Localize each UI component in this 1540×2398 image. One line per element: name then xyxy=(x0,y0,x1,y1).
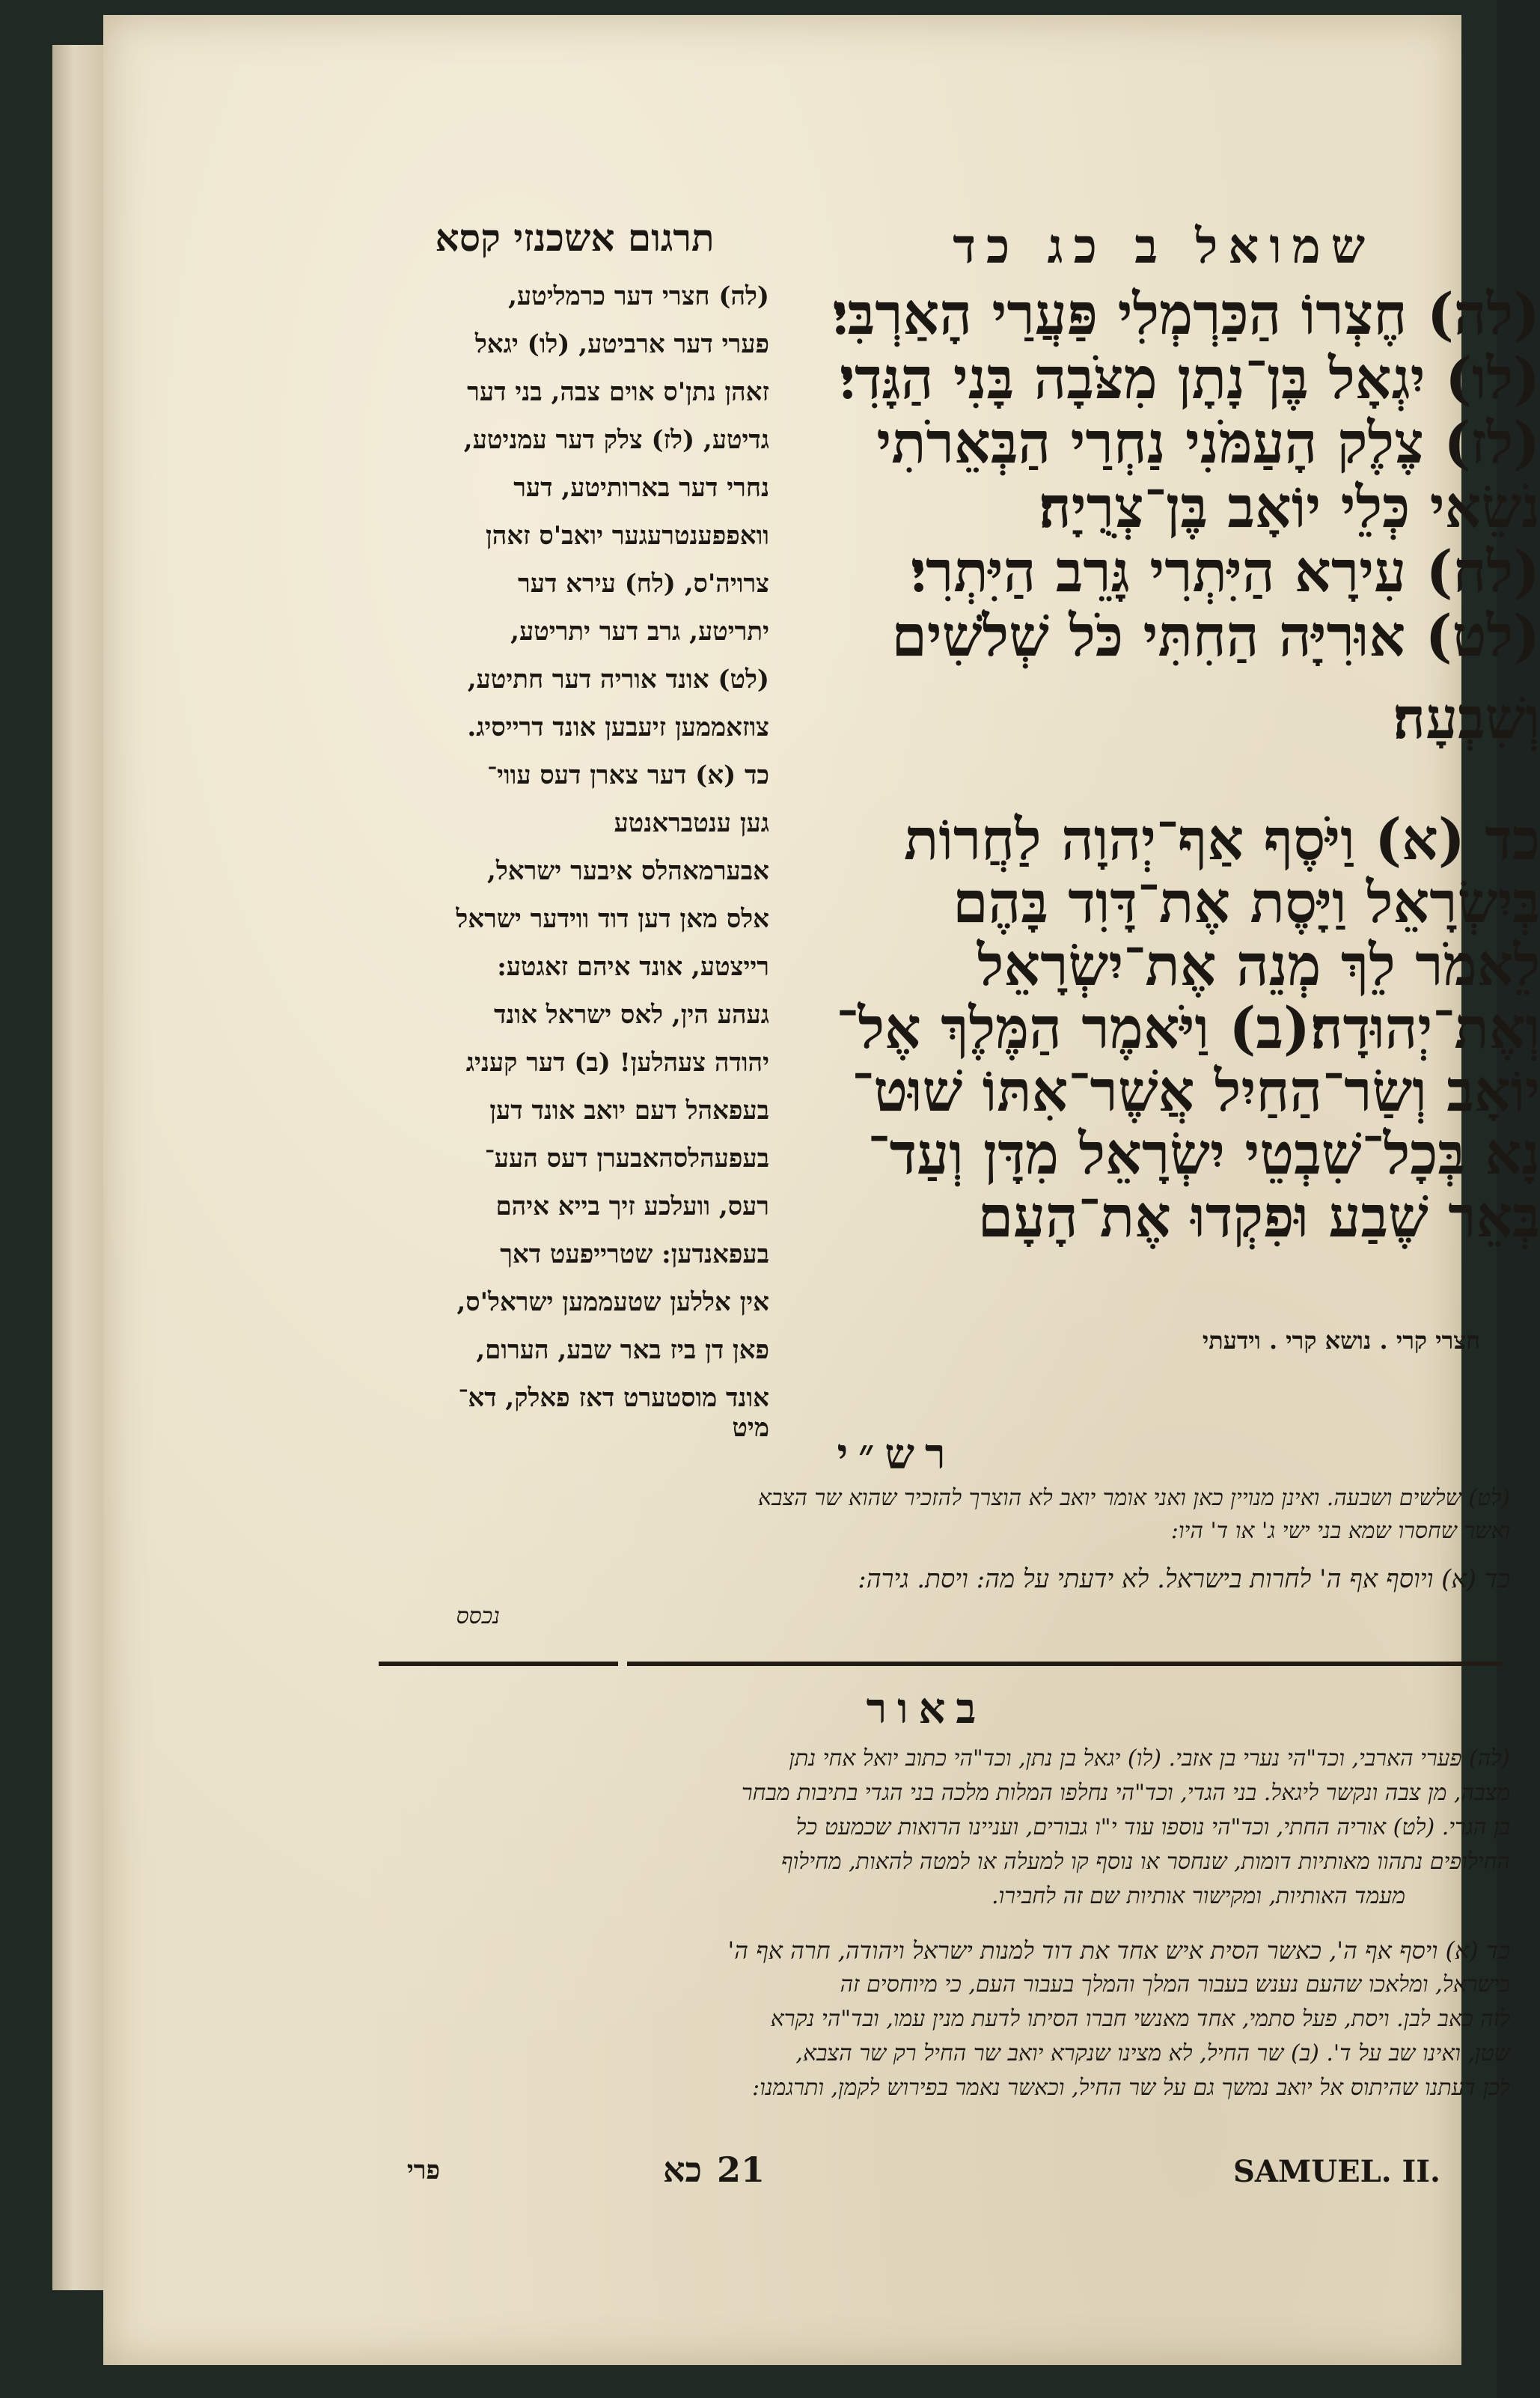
targum-line: אונד מוסטערט דאז פאלק, דא־ xyxy=(458,1383,769,1413)
biur-line: (לה) פערי הארבי, וכד"הי נערי בן אזבי. (לו) יגאל בן נתן, וכד"הי כתוב יואל אחי נתן xyxy=(789,1745,1510,1772)
bible-line: (לו) יִגְאָל בֶּן־נָתָן מִצֹּבָה בָּנִי הַגָּדִי׃ xyxy=(840,345,1540,412)
targum-line: געהע הין, לאס ישראל אונד xyxy=(493,1000,769,1030)
targum-line: נחרי דער בארותיטע, דער xyxy=(513,473,769,503)
hebrew-page-number: כא xyxy=(662,2150,702,2190)
page-edge xyxy=(52,45,108,2290)
targum-line: מיט xyxy=(732,1413,769,1443)
targum-line: בעפאנדען: שטרייפעט דאך xyxy=(500,1239,769,1269)
running-foot-title: SAMUEL. II. xyxy=(1233,2154,1440,2189)
catchword: פרי xyxy=(406,2156,440,2185)
biur-line: בישראל, ומלאכו שהעם נענש בעבור המלך והמלך בעבור העם, כי מיוחסים זה xyxy=(840,1971,1510,1998)
targum-line: צרויה'ס, (לח) עירא דער xyxy=(518,569,769,599)
bible-line: כד (א) וַיֹּסֶף אַף־יְהוָה לַחֲרוֹת xyxy=(904,806,1540,873)
biur-line: מצבה, מן צבה ונקשר ליגאל. בני הגדי, וכד"הי נחלפו המלות מלכה בני הגדי בתיבות מבחר xyxy=(741,1780,1510,1806)
targum-line: רייצטע, אונד איהם זאגטע: xyxy=(497,952,769,982)
targum-line: (לט) אונד אוריה דער חתיטע, xyxy=(467,665,769,695)
rashi-header: רש״י xyxy=(837,1430,956,1479)
bible-line: נֹשֵׂאי כְּלֵי יוֹאָב בֶּן־צְרֻיָה׃ xyxy=(1039,474,1540,540)
biur-line: לזה כאב לבן. ויסת, פעל סתמי, אחד מאנשי חברו הסיתו לדעת מנין עמו, ובד"הי נקרא xyxy=(770,2006,1510,2032)
biur-line: לכן דעתנו שהיתוס אל יואב נמשך גם על שר החיל, וכאשר נאמר בפירוש לקמן, ותרגמנו: xyxy=(752,2075,1510,2101)
targum-line: כד (א) דער צארן דעס עווי־ xyxy=(487,760,769,790)
targum-line: זאהן נתן'ס אוים צבה, בני דער xyxy=(467,377,769,407)
targum-line: צוזאממען זיעבען אונד דרייסיג. xyxy=(467,713,769,742)
bible-line: לֵאמֹר לֵךְ מְנֵה אֶת־יִשְׂרָאֵל xyxy=(977,932,1540,998)
section-divider xyxy=(379,1662,618,1666)
targum-line: רעס, וועלכע זיך בייא איהם xyxy=(495,1192,769,1221)
targum-line: גען ענטבראנטע xyxy=(614,808,769,838)
page-number: 21 xyxy=(717,2150,766,2190)
biur-line: שטן, ואינו שב על ד'. (ב) שר החיל, לא מצינו שנקרא יואב שר החיל רק שר הצבא, xyxy=(795,2040,1510,2066)
targum-line: גדיטע, (לז) צלק דער עמניטע, xyxy=(463,425,769,455)
targum-line: (לה) חצרי דער כרמליטע, xyxy=(508,281,769,311)
targum-line: בעפעהלסהאבערן דעס העע־ xyxy=(484,1144,769,1174)
book-page xyxy=(103,15,1540,2365)
bible-line: (לח) עִירָא הַיִּתְרִי גָּרֵב הַיִּתְרִי׃ xyxy=(911,538,1540,605)
biur-line: בן הגרי. (לט) אוריה החתי, וכד"הי נוספו עוד י"ו גבורים, ועניינו הרואות שכמעט כל xyxy=(795,1814,1510,1840)
bible-header: שמואל ב כג כד xyxy=(953,219,1375,275)
bible-line: נָא בְּכָל־שִׁבְטֵי יִשְׂרָאֵל מִדָּן וְעַד־ xyxy=(867,1120,1540,1187)
targum-header: תרגום אשכנזי קסא xyxy=(435,216,715,260)
bible-line: בְּאֵר שֶׁבַע וּפִקְדוּ אֶת־הָעָם xyxy=(977,1183,1540,1250)
rashi-line: (לט) שלשים ושבעה. ואינן מנויין כאן ואני אומר יואב לא הוצרך להזכיר שהוא שר הצבא xyxy=(758,1485,1510,1511)
biur-header: באור xyxy=(866,1684,987,1733)
bible-line: וְאֶת־יְהוּדָה׃(ב) וַיֹּאמֶר הַמֶּלֶךְ אֶל־ xyxy=(836,995,1540,1061)
targum-line: פאן דן ביז באר שבע, הערום, xyxy=(476,1335,769,1365)
section-divider xyxy=(627,1662,1503,1666)
targum-line: פערי דער ארביטע, (לו) יגאל xyxy=(474,329,769,359)
targum-line: אלס מאן דען דוד ווידער ישראל xyxy=(456,904,769,934)
biur-line: כד (א) ויסף אף ה', כאשר הסית איש אחד את דוד למנות ישראל ויהודה, חרה אף ה' xyxy=(727,1936,1510,1965)
bible-line: וְשִׁבְעָה׃ xyxy=(1393,685,1540,751)
targum-line: וואפפענטרעגער יואב'ס זאהן xyxy=(486,521,769,551)
targum-line: אבערמאהלס איבער ישראל, xyxy=(487,856,769,886)
rashi-catchword: נכסס xyxy=(456,1603,500,1629)
bible-line: (לה) חֶצְרוֹ הַכַּרְמְלִי פַּעֲרַי הָאַרְבִּי׃ xyxy=(832,281,1540,347)
rashi-line: כד (א) ויוסף אף ה' לחרות בישראל. לא ידעתי על מה: ויסת. גירה: xyxy=(858,1564,1510,1594)
targum-line: יתריטע, גרב דער יתריטע, xyxy=(510,617,769,647)
bible-line: (לט) אוּרִיָּה הַחִתִּי כֹּל שְׁלֹשִׁים xyxy=(891,602,1540,669)
bible-line: (לז) צֶלֶק הָעַמֹּנִי נַחְרַי הַבְּאֵרֹתִי xyxy=(876,409,1540,476)
ketiv-qere-note: חצרי קרי . נושא קרי . וידעתי xyxy=(1202,1326,1480,1355)
targum-line: אין אללען שטעממען ישראל'ס, xyxy=(456,1287,769,1317)
biur-line: החילופים נתהוו מאותיות דומות, שנחסר או נוסף קו למעלה או למטה להאות, מחילוף xyxy=(780,1849,1510,1875)
targum-line: יהודה צעהלען! (ב) דער קעניג xyxy=(465,1048,769,1078)
bible-line: בְּיִשְׂרָאֵל וַיָּסֶת אֶת־דָּוִד בָּהֶם xyxy=(953,869,1540,936)
bible-line: יוֹאָב וְשַׂר־הַחַיִל אֲשֶׁר־אִתּוֹ שׁוּט־ xyxy=(852,1058,1540,1124)
rashi-line: ואשר שחסרו שמא בני ישי ג' או ד' היו: xyxy=(1170,1518,1510,1544)
biur-line: מעמד האותיות, ומקישור אותיות שם זה לחבירו. xyxy=(991,1883,1405,1909)
targum-line: בעפאהל דעם יואב אונד דען xyxy=(489,1096,769,1126)
